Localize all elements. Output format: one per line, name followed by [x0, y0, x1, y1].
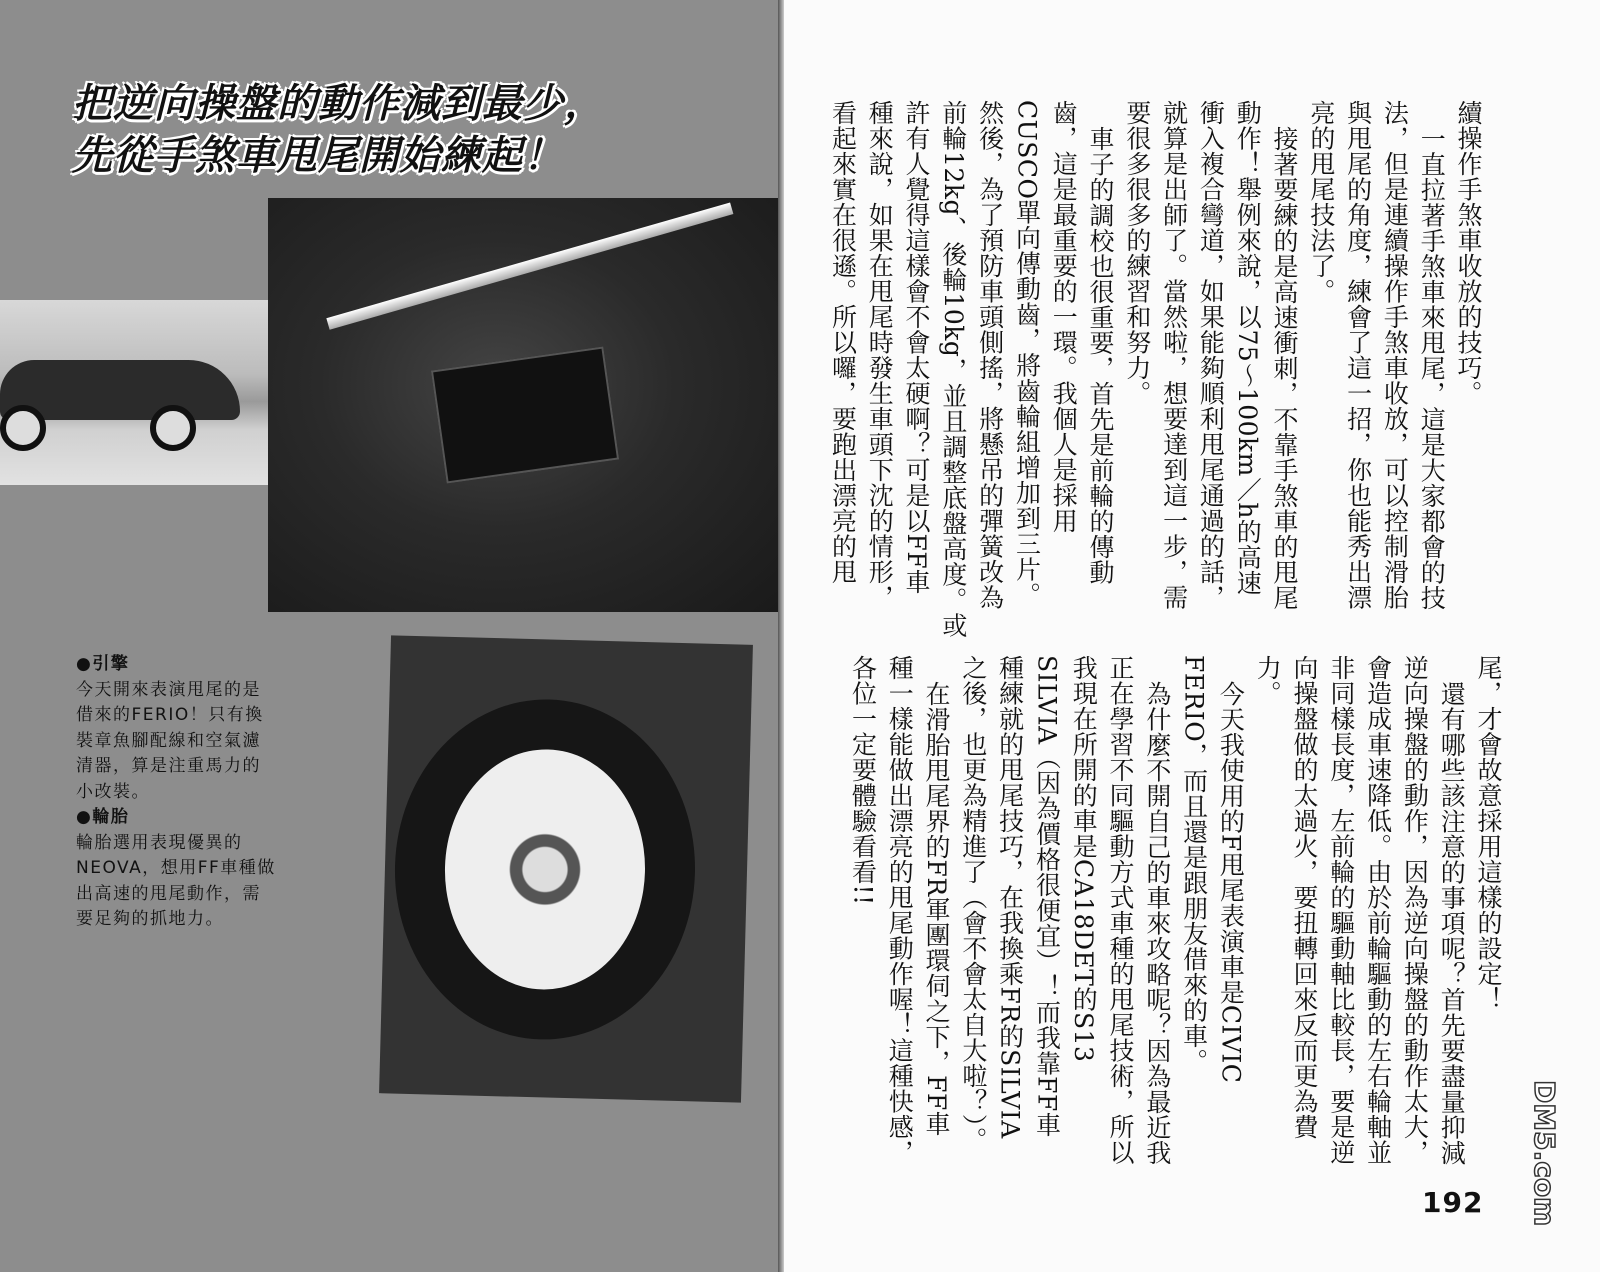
body-text-bottom — [844, 655, 1506, 1175]
text-column: 就算是出師了。當然啦，想要達到這一步，需 — [1159, 100, 1189, 610]
text-column: 一直拉著手煞車來甩尾，這是大家都會的技 — [1417, 126, 1447, 611]
text-column: 前輪12kg、後輪10kg，並且調整底盤高度。或 — [938, 100, 968, 638]
engine-block — [431, 346, 619, 483]
text-column: 力。 — [1253, 655, 1283, 706]
photo-caption — [76, 652, 276, 933]
caption-engine-body: 今天開來表演甩尾的是借來的FERIO！只有換裝章魚腳配線和空氣濾清器，算是注重馬力的小改裝。 — [76, 679, 264, 802]
text-column: 衝入複合彎道，如果能夠順利甩尾通過的話， — [1196, 100, 1226, 610]
text-column: 我現在所開的車是CA18DET的S13 — [1069, 655, 1099, 1063]
text-column: 看起來實在很遜。所以囉，要跑出漂亮的甩 — [828, 100, 858, 585]
car-wheel — [150, 405, 196, 451]
text-column: SILVIA（因為價格很便宜）！而我靠FF車 — [1032, 655, 1062, 1138]
headline — [72, 78, 605, 182]
text-column: 各位一定要體驗看看!! — [848, 655, 878, 906]
text-column: 今天我使用的F甩尾表演車是CIVIC — [1216, 681, 1246, 1084]
text-column: 向操盤做的太過火，要扭轉回來反而更為費 — [1290, 655, 1320, 1140]
headline-line-2: 先從手煞車甩尾開始練起！ — [72, 133, 564, 179]
caption-engine-heading: ●引擎 — [76, 654, 130, 674]
text-column: 續操作手煞車收放的技巧。 — [1454, 100, 1483, 406]
strut-bar — [326, 202, 733, 329]
text-column: 法，但是連續操作手煞車收放，可以控制滑胎 — [1380, 100, 1410, 610]
text-column: 種一樣能做出漂亮的甩尾動作喔！這種快感， — [885, 655, 915, 1165]
text-column: 動作！舉例來說，以75～100km／h的高速 — [1233, 100, 1263, 596]
text-column: 尾，才會故意採用這樣的設定！ — [1474, 655, 1503, 1012]
text-column: 之後，也更為精進了（會不會太自大啦？）。 — [958, 655, 988, 1153]
text-column: 會造成車速降低。由於前輪驅動的左右輪軸並 — [1363, 655, 1393, 1165]
text-column: 種練就的甩尾技巧，在我換乘FR的SILVIA — [995, 655, 1025, 1139]
text-column: FERIO，而且還是跟朋友借來的車。 — [1179, 655, 1209, 1074]
text-column: 非同樣長度，左前輪的驅動軸比較長，要是逆 — [1326, 655, 1356, 1165]
text-column: CUSCO單向傳動齒，將齒輪組增加到三片。 — [1012, 100, 1042, 608]
text-column: 然後，為了預防車頭側搖，將懸吊的彈簧改為 — [975, 100, 1005, 610]
text-column: 還有哪些該注意的事項呢？首先要盡量抑減 — [1437, 681, 1467, 1166]
text-column: 在滑胎甩尾界的FR軍團環伺之下，FF車 — [922, 681, 952, 1137]
watermark-logo: DM5.com — [1528, 1080, 1561, 1227]
text-column: 為什麼不開自己的車來攻略呢？因為最近我 — [1142, 681, 1172, 1166]
left-page — [0, 0, 778, 1272]
text-column: 車子的調校也很重要，首先是前輪的傳動 — [1086, 126, 1116, 585]
tire-photo — [379, 635, 753, 1102]
text-column: 許有人覺得這樣會不會太硬啊？可是以FF車 — [902, 100, 932, 595]
caption-tire-heading: ●輪胎 — [76, 807, 130, 827]
wheel-rim — [442, 747, 648, 992]
text-column: 接著要練的是高速衝刺，不靠手煞車的甩尾 — [1270, 126, 1300, 611]
body-text-top — [824, 100, 1486, 638]
car-drifting-photo — [0, 300, 280, 485]
page-number: 192 — [1422, 1186, 1484, 1219]
text-column: 逆向操盤的動作，因為逆向操盤的動作太大， — [1400, 655, 1430, 1165]
text-column: 齒，這是最重要的一環。我個人是採用 — [1049, 100, 1079, 534]
headline-line-1: 把逆向操盤的動作減到最少， — [72, 81, 605, 127]
text-column: 與甩尾的角度，練會了這一招，你也能秀出漂 — [1343, 100, 1373, 610]
text-column: 亮的甩尾技法了。 — [1306, 100, 1336, 304]
text-column: 要很多很多的練習和努力。 — [1122, 100, 1152, 406]
tire — [391, 696, 700, 1044]
caption-tire-body: 輪胎選用表現優異的NEOVA，想用FF車種做出高速的甩尾動作，需要足夠的抓地力。 — [76, 832, 276, 929]
text-column: 正在學習不同驅動方式車種的甩尾技術，所以 — [1106, 655, 1136, 1165]
engine-photo — [268, 198, 784, 612]
car-wheel — [0, 405, 46, 451]
text-column: 種來說，如果在甩尾時發生車頭下沈的情形， — [865, 100, 895, 610]
